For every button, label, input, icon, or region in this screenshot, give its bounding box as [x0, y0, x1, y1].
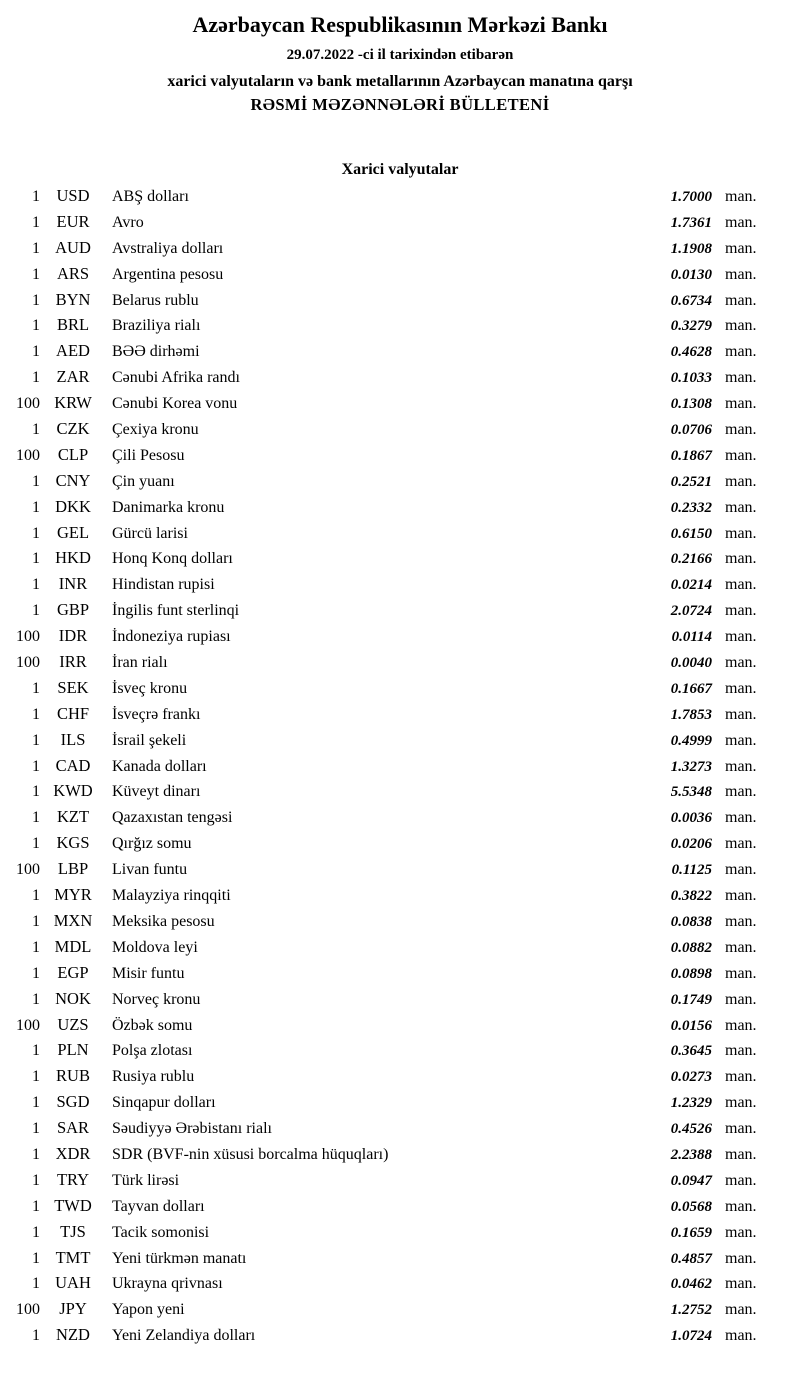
- currency-rate: 0.3279: [670, 318, 712, 335]
- currency-rate: 0.0214: [670, 577, 712, 594]
- bank-name: Azərbaycan Respublikasının Mərkəzi Bankı: [192, 12, 608, 37]
- currency-unit: man.: [725, 472, 757, 490]
- currency-quantity: 1: [32, 1094, 40, 1112]
- currency-name: Misir funtu: [112, 964, 185, 982]
- currency-rate: 0.0040: [670, 655, 712, 672]
- table-row: [0, 290, 800, 316]
- currency-name: Cənubi Afrika randı: [112, 369, 240, 387]
- currency-unit: man.: [725, 1145, 757, 1163]
- currency-rate: 0.0130: [670, 266, 712, 283]
- currency-code: BRL: [56, 315, 90, 335]
- table-row: [0, 445, 800, 471]
- currency-rate: 1.7361: [670, 214, 712, 231]
- currency-rate: 0.4526: [670, 1121, 712, 1138]
- currency-name: Tayvan dolları: [112, 1197, 205, 1215]
- currency-rate: 5.5348: [670, 784, 712, 801]
- currency-rate: 0.1659: [670, 1224, 712, 1241]
- currency-name: Yeni türkmən manatı: [112, 1249, 247, 1267]
- table-row: [0, 626, 800, 652]
- currency-name: İngilis funt sterlinqi: [112, 602, 240, 620]
- currency-quantity: 1: [32, 1275, 40, 1293]
- currency-code: LBP: [57, 859, 89, 879]
- currency-name: İran rialı: [112, 654, 168, 672]
- currency-code: GEL: [56, 522, 90, 542]
- currency-code: USD: [56, 186, 90, 205]
- currency-code: BYN: [55, 289, 91, 309]
- currency-unit: man.: [725, 1327, 757, 1345]
- currency-rate: 0.0462: [670, 1276, 712, 1293]
- currency-name: Küveyt dinarı: [112, 783, 201, 801]
- table-row: [0, 1299, 800, 1325]
- currency-code: EGP: [57, 962, 89, 982]
- currency-quantity: 1: [32, 835, 40, 853]
- currency-unit: man.: [725, 343, 757, 361]
- currency-code: UAH: [55, 1273, 91, 1293]
- table-row: [0, 885, 800, 911]
- currency-quantity: 100: [16, 446, 40, 464]
- table-row: [0, 471, 800, 497]
- currency-quantity: 1: [32, 343, 40, 361]
- currency-rate: 0.1033: [670, 370, 712, 387]
- currency-code: GBP: [56, 600, 90, 620]
- currency-code: TMT: [55, 1247, 91, 1267]
- currency-unit: man.: [725, 654, 757, 672]
- currency-code: KWD: [53, 781, 93, 801]
- currency-name: İsveçrə frankı: [112, 705, 201, 723]
- currency-unit: man.: [725, 1171, 757, 1189]
- currency-quantity: 100: [16, 1301, 40, 1319]
- currency-quantity: 1: [32, 1068, 40, 1086]
- currency-quantity: 100: [16, 861, 40, 879]
- currency-quantity: 1: [32, 938, 40, 956]
- currency-quantity: 1: [32, 265, 40, 283]
- currency-name: Belarus rublu: [112, 291, 199, 309]
- currency-quantity: 1: [32, 472, 40, 490]
- currency-name: Malayziya rinqqiti: [112, 887, 231, 905]
- currency-rate: 0.2332: [670, 499, 712, 516]
- currency-code: RUB: [56, 1066, 90, 1086]
- currency-code: SAR: [56, 1118, 90, 1138]
- currency-rate: 0.4999: [670, 732, 712, 749]
- currency-rate: 0.0838: [670, 913, 712, 930]
- table-row: [0, 989, 800, 1015]
- currency-quantity: 1: [32, 550, 40, 568]
- currency-rate: 0.6150: [670, 525, 712, 542]
- table-row: [0, 1325, 800, 1351]
- currency-rate: 1.1908: [670, 240, 712, 257]
- currency-name: Tacik somonisi: [112, 1223, 210, 1241]
- currency-name: Norveç kronu: [112, 990, 201, 1008]
- currency-rate: 2.0724: [670, 603, 712, 620]
- table-row: [0, 911, 800, 937]
- currency-name: Səudiyyə Ərəbistanı rialı: [112, 1120, 272, 1138]
- currency-quantity: 1: [32, 679, 40, 697]
- table-row: [0, 1248, 800, 1274]
- currency-name: Yeni Zelandiya dolları: [112, 1327, 256, 1345]
- currency-unit: man.: [725, 213, 757, 231]
- table-row: [0, 807, 800, 833]
- currency-code: HKD: [55, 548, 91, 568]
- currency-name: Avstraliya dolları: [112, 239, 224, 257]
- currency-unit: man.: [725, 317, 757, 335]
- currency-unit: man.: [725, 446, 757, 464]
- currency-unit: man.: [725, 1197, 757, 1215]
- currency-name: Argentina pesosu: [112, 265, 224, 283]
- currency-quantity: 1: [32, 188, 40, 205]
- table-row: [0, 704, 800, 730]
- currency-code: EUR: [56, 211, 90, 231]
- currency-quantity: 1: [32, 912, 40, 930]
- currency-code: UZS: [57, 1014, 89, 1034]
- table-row: [0, 264, 800, 290]
- currency-rate: 0.0273: [670, 1069, 712, 1086]
- currency-name: Ukrayna qrivnası: [112, 1275, 223, 1293]
- currency-unit: man.: [725, 1068, 757, 1086]
- currency-quantity: 1: [32, 239, 40, 257]
- table-row: [0, 393, 800, 419]
- currency-name: Polşa zlotası: [112, 1042, 193, 1060]
- currency-quantity: 1: [32, 783, 40, 801]
- table-row: [0, 1118, 800, 1144]
- currency-name: Honq Konq dolları: [112, 550, 233, 568]
- currency-rate: 0.6734: [670, 292, 712, 309]
- currency-unit: man.: [725, 576, 757, 594]
- table-row: [0, 781, 800, 807]
- currency-rate: 0.0206: [670, 836, 712, 853]
- table-row: [0, 730, 800, 756]
- table-row: [0, 833, 800, 859]
- currency-unit: man.: [725, 1275, 757, 1293]
- table-row: [0, 574, 800, 600]
- currency-unit: man.: [725, 757, 757, 775]
- table-row: [0, 419, 800, 445]
- table-row: [0, 859, 800, 885]
- currency-code: IRR: [59, 652, 87, 672]
- currency-name: Çili Pesosu: [112, 446, 185, 464]
- currency-unit: man.: [725, 1016, 757, 1034]
- currency-rate: 0.1308: [670, 396, 712, 413]
- currency-name: Danimarka kronu: [112, 498, 225, 516]
- currency-rate: 0.3645: [670, 1043, 712, 1060]
- table-row: [0, 238, 800, 264]
- currency-quantity: 1: [32, 1171, 40, 1189]
- currency-rate: 1.0724: [670, 1328, 712, 1345]
- currency-code: INR: [58, 574, 88, 594]
- currency-name: Livan funtu: [112, 861, 188, 879]
- currency-unit: man.: [725, 679, 757, 697]
- currency-unit: man.: [725, 602, 757, 620]
- currency-code: XDR: [55, 1143, 91, 1163]
- currency-rate: 0.1867: [670, 447, 712, 464]
- currency-rate: 0.2166: [670, 551, 712, 568]
- currency-unit: man.: [725, 964, 757, 982]
- table-row: [0, 186, 800, 212]
- currency-rate: 0.0706: [670, 422, 712, 439]
- currency-name: İndoneziya rupiası: [112, 628, 231, 646]
- currency-name: Qazaxıstan tengəsi: [112, 809, 233, 827]
- currency-code: MYR: [54, 885, 92, 905]
- currency-unit: man.: [725, 421, 757, 439]
- currency-name: Rusiya rublu: [112, 1068, 195, 1086]
- currency-code: CZK: [56, 419, 90, 439]
- currency-name: Moldova leyi: [112, 938, 198, 956]
- table-row: [0, 1092, 800, 1118]
- currency-unit: man.: [725, 550, 757, 568]
- currency-name: Kanada dolları: [112, 757, 207, 775]
- currency-quantity: 100: [16, 1016, 40, 1034]
- currency-quantity: 1: [32, 213, 40, 231]
- currency-name: Meksika pesosu: [112, 912, 215, 930]
- currency-unit: man.: [725, 524, 757, 542]
- currency-code: KZT: [56, 807, 90, 827]
- currency-quantity: 1: [32, 731, 40, 749]
- currency-code: AED: [56, 341, 90, 361]
- table-row: [0, 548, 800, 574]
- currency-code: IDR: [58, 626, 88, 646]
- table-row: [0, 937, 800, 963]
- currency-name: Cənubi Korea vonu: [112, 395, 238, 413]
- currency-rate: 1.3273: [670, 758, 712, 775]
- currency-name: Hindistan rupisi: [112, 576, 215, 594]
- currency-name: Sinqapur dolları: [112, 1094, 216, 1112]
- currency-code: PLN: [57, 1040, 89, 1060]
- table-row: [0, 367, 800, 393]
- table-row: [0, 1222, 800, 1248]
- table-row: [0, 341, 800, 367]
- currency-quantity: 1: [32, 602, 40, 620]
- currency-quantity: 100: [16, 628, 40, 646]
- currency-unit: man.: [725, 1094, 757, 1112]
- currency-rate: 1.2329: [670, 1095, 712, 1112]
- currency-code: DKK: [55, 496, 91, 516]
- currency-unit: man.: [725, 990, 757, 1008]
- currency-rate: 0.3822: [670, 888, 712, 905]
- currency-unit: man.: [725, 783, 757, 801]
- currency-unit: man.: [725, 239, 757, 257]
- currency-name: SDR (BVF-nin xüsusi borcalma hüquqları): [112, 1145, 389, 1163]
- currency-unit: man.: [725, 835, 757, 853]
- currency-unit: man.: [725, 1042, 757, 1060]
- currency-rate: 0.1667: [670, 680, 712, 697]
- currency-unit: man.: [725, 912, 757, 930]
- currency-quantity: 100: [16, 654, 40, 672]
- currency-unit: man.: [725, 1301, 757, 1319]
- currency-unit: man.: [725, 1120, 757, 1138]
- table-row: [0, 497, 800, 523]
- currency-quantity: 1: [32, 705, 40, 723]
- currency-code: MXN: [53, 910, 93, 930]
- currency-rate: 0.4857: [670, 1250, 712, 1267]
- table-row: [0, 1196, 800, 1222]
- currency-code: NOK: [55, 988, 91, 1008]
- currency-quantity: 100: [16, 395, 40, 413]
- currency-unit: man.: [725, 1223, 757, 1241]
- currency-rate: 0.0114: [671, 629, 712, 646]
- currency-code: TJS: [60, 1221, 86, 1241]
- currency-name: ABŞ dolları: [112, 188, 189, 205]
- currency-rate: 0.1125: [671, 862, 712, 879]
- currency-unit: man.: [725, 395, 757, 413]
- currency-unit: man.: [725, 809, 757, 827]
- table-row: [0, 678, 800, 704]
- currency-code: CNY: [55, 470, 91, 490]
- currency-quantity: 1: [32, 498, 40, 516]
- currency-name: Braziliya rialı: [112, 317, 201, 335]
- table-row: [0, 315, 800, 341]
- currency-unit: man.: [725, 498, 757, 516]
- currency-code: ZAR: [56, 367, 90, 387]
- currency-rate: 0.0568: [670, 1198, 712, 1215]
- currency-rate: 1.2752: [670, 1302, 712, 1319]
- currency-rate: 0.0036: [670, 810, 712, 827]
- currency-code: TRY: [56, 1169, 90, 1189]
- currency-unit: man.: [725, 938, 757, 956]
- currency-code: KGS: [56, 833, 90, 853]
- table-row: [0, 756, 800, 782]
- currency-quantity: 1: [32, 990, 40, 1008]
- table-row: [0, 1066, 800, 1092]
- currency-name: İsveç kronu: [112, 679, 188, 697]
- currency-quantity: 1: [32, 291, 40, 309]
- currency-rate: 0.0882: [670, 939, 712, 956]
- currency-code: CLP: [57, 444, 89, 464]
- table-row: [0, 1040, 800, 1066]
- currency-unit: man.: [725, 628, 757, 646]
- currency-rate: 0.4628: [670, 344, 712, 361]
- currency-unit: man.: [725, 1249, 757, 1267]
- currency-name: Özbək somu: [112, 1016, 193, 1034]
- currency-unit: man.: [725, 731, 757, 749]
- currency-quantity: 1: [32, 421, 40, 439]
- currency-quantity: 1: [32, 757, 40, 775]
- table-row: [0, 212, 800, 238]
- currency-unit: man.: [725, 369, 757, 387]
- currency-rate: 0.1749: [670, 991, 712, 1008]
- currency-name: Yapon yeni: [112, 1301, 185, 1319]
- currency-code: TWD: [54, 1195, 92, 1215]
- table-row: [0, 652, 800, 678]
- currency-quantity: 1: [32, 809, 40, 827]
- currency-code: CAD: [55, 755, 91, 775]
- currency-quantity: 1: [32, 1223, 40, 1241]
- currency-quantity: 1: [32, 369, 40, 387]
- table-row: [0, 523, 800, 549]
- currency-table: [0, 186, 800, 1351]
- currency-quantity: 1: [32, 1145, 40, 1163]
- currency-code: AUD: [55, 237, 91, 257]
- currency-unit: man.: [725, 265, 757, 283]
- currency-rate: 1.7853: [670, 706, 712, 723]
- currency-quantity: 1: [32, 576, 40, 594]
- currency-unit: man.: [725, 291, 757, 309]
- currency-name: Qırğız somu: [112, 835, 192, 853]
- table-row: [0, 1144, 800, 1170]
- currency-code: MDL: [54, 936, 92, 956]
- currency-rate: 2.2388: [670, 1146, 712, 1163]
- table-row: [0, 600, 800, 626]
- currency-code: JPY: [59, 1299, 87, 1319]
- currency-rate: 0.0898: [670, 965, 712, 982]
- currency-code: SEK: [57, 677, 89, 697]
- currency-name: BƏƏ dirhəmi: [112, 343, 200, 361]
- currency-code: KRW: [54, 393, 92, 413]
- scope-line: xarici valyutaların və bank metallarının Azərbaycan manatına qarşı: [167, 73, 633, 90]
- currency-quantity: 1: [32, 964, 40, 982]
- currency-rate: 0.0156: [670, 1017, 712, 1034]
- currency-unit: man.: [725, 861, 757, 879]
- currency-name: Türk lirəsi: [112, 1171, 180, 1189]
- effective-date-line: 29.07.2022 -ci il tarixindən etibarən: [286, 47, 514, 63]
- currency-quantity: 1: [32, 317, 40, 335]
- currency-code: ARS: [56, 263, 90, 283]
- table-row: [0, 1273, 800, 1299]
- section-title-foreign-currencies: Xarici valyutalar: [341, 161, 459, 178]
- currency-rate: 1.7000: [670, 189, 712, 205]
- currency-quantity: 1: [32, 887, 40, 905]
- currency-unit: man.: [725, 188, 757, 205]
- currency-name: Gürcü larisi: [112, 524, 188, 542]
- currency-quantity: 1: [32, 1042, 40, 1060]
- currency-unit: man.: [725, 887, 757, 905]
- currency-unit: man.: [725, 705, 757, 723]
- currency-name: İsrail şekeli: [112, 731, 187, 749]
- currency-quantity: 1: [32, 1327, 40, 1345]
- table-row: [0, 963, 800, 989]
- currency-quantity: 1: [32, 1249, 40, 1267]
- currency-name: Çin yuanı: [112, 472, 175, 490]
- currency-quantity: 1: [32, 1197, 40, 1215]
- currency-quantity: 1: [32, 524, 40, 542]
- currency-name: Çexiya kronu: [112, 421, 199, 439]
- currency-rate: 0.0947: [670, 1172, 712, 1189]
- table-row: [0, 1015, 800, 1041]
- bulletin-header: [0, 12, 800, 115]
- currency-code: ILS: [60, 729, 86, 749]
- currency-code: NZD: [56, 1325, 90, 1345]
- currency-quantity: 1: [32, 1120, 40, 1138]
- currency-rate: 0.2521: [670, 473, 712, 490]
- currency-name: Avro: [112, 213, 144, 231]
- currency-code: SGD: [56, 1092, 90, 1112]
- currency-code: CHF: [56, 703, 90, 723]
- table-row: [0, 1170, 800, 1196]
- bulletin-title: RƏSMİ MƏZƏNNƏLƏRİ BÜLLETENİ: [250, 95, 550, 114]
